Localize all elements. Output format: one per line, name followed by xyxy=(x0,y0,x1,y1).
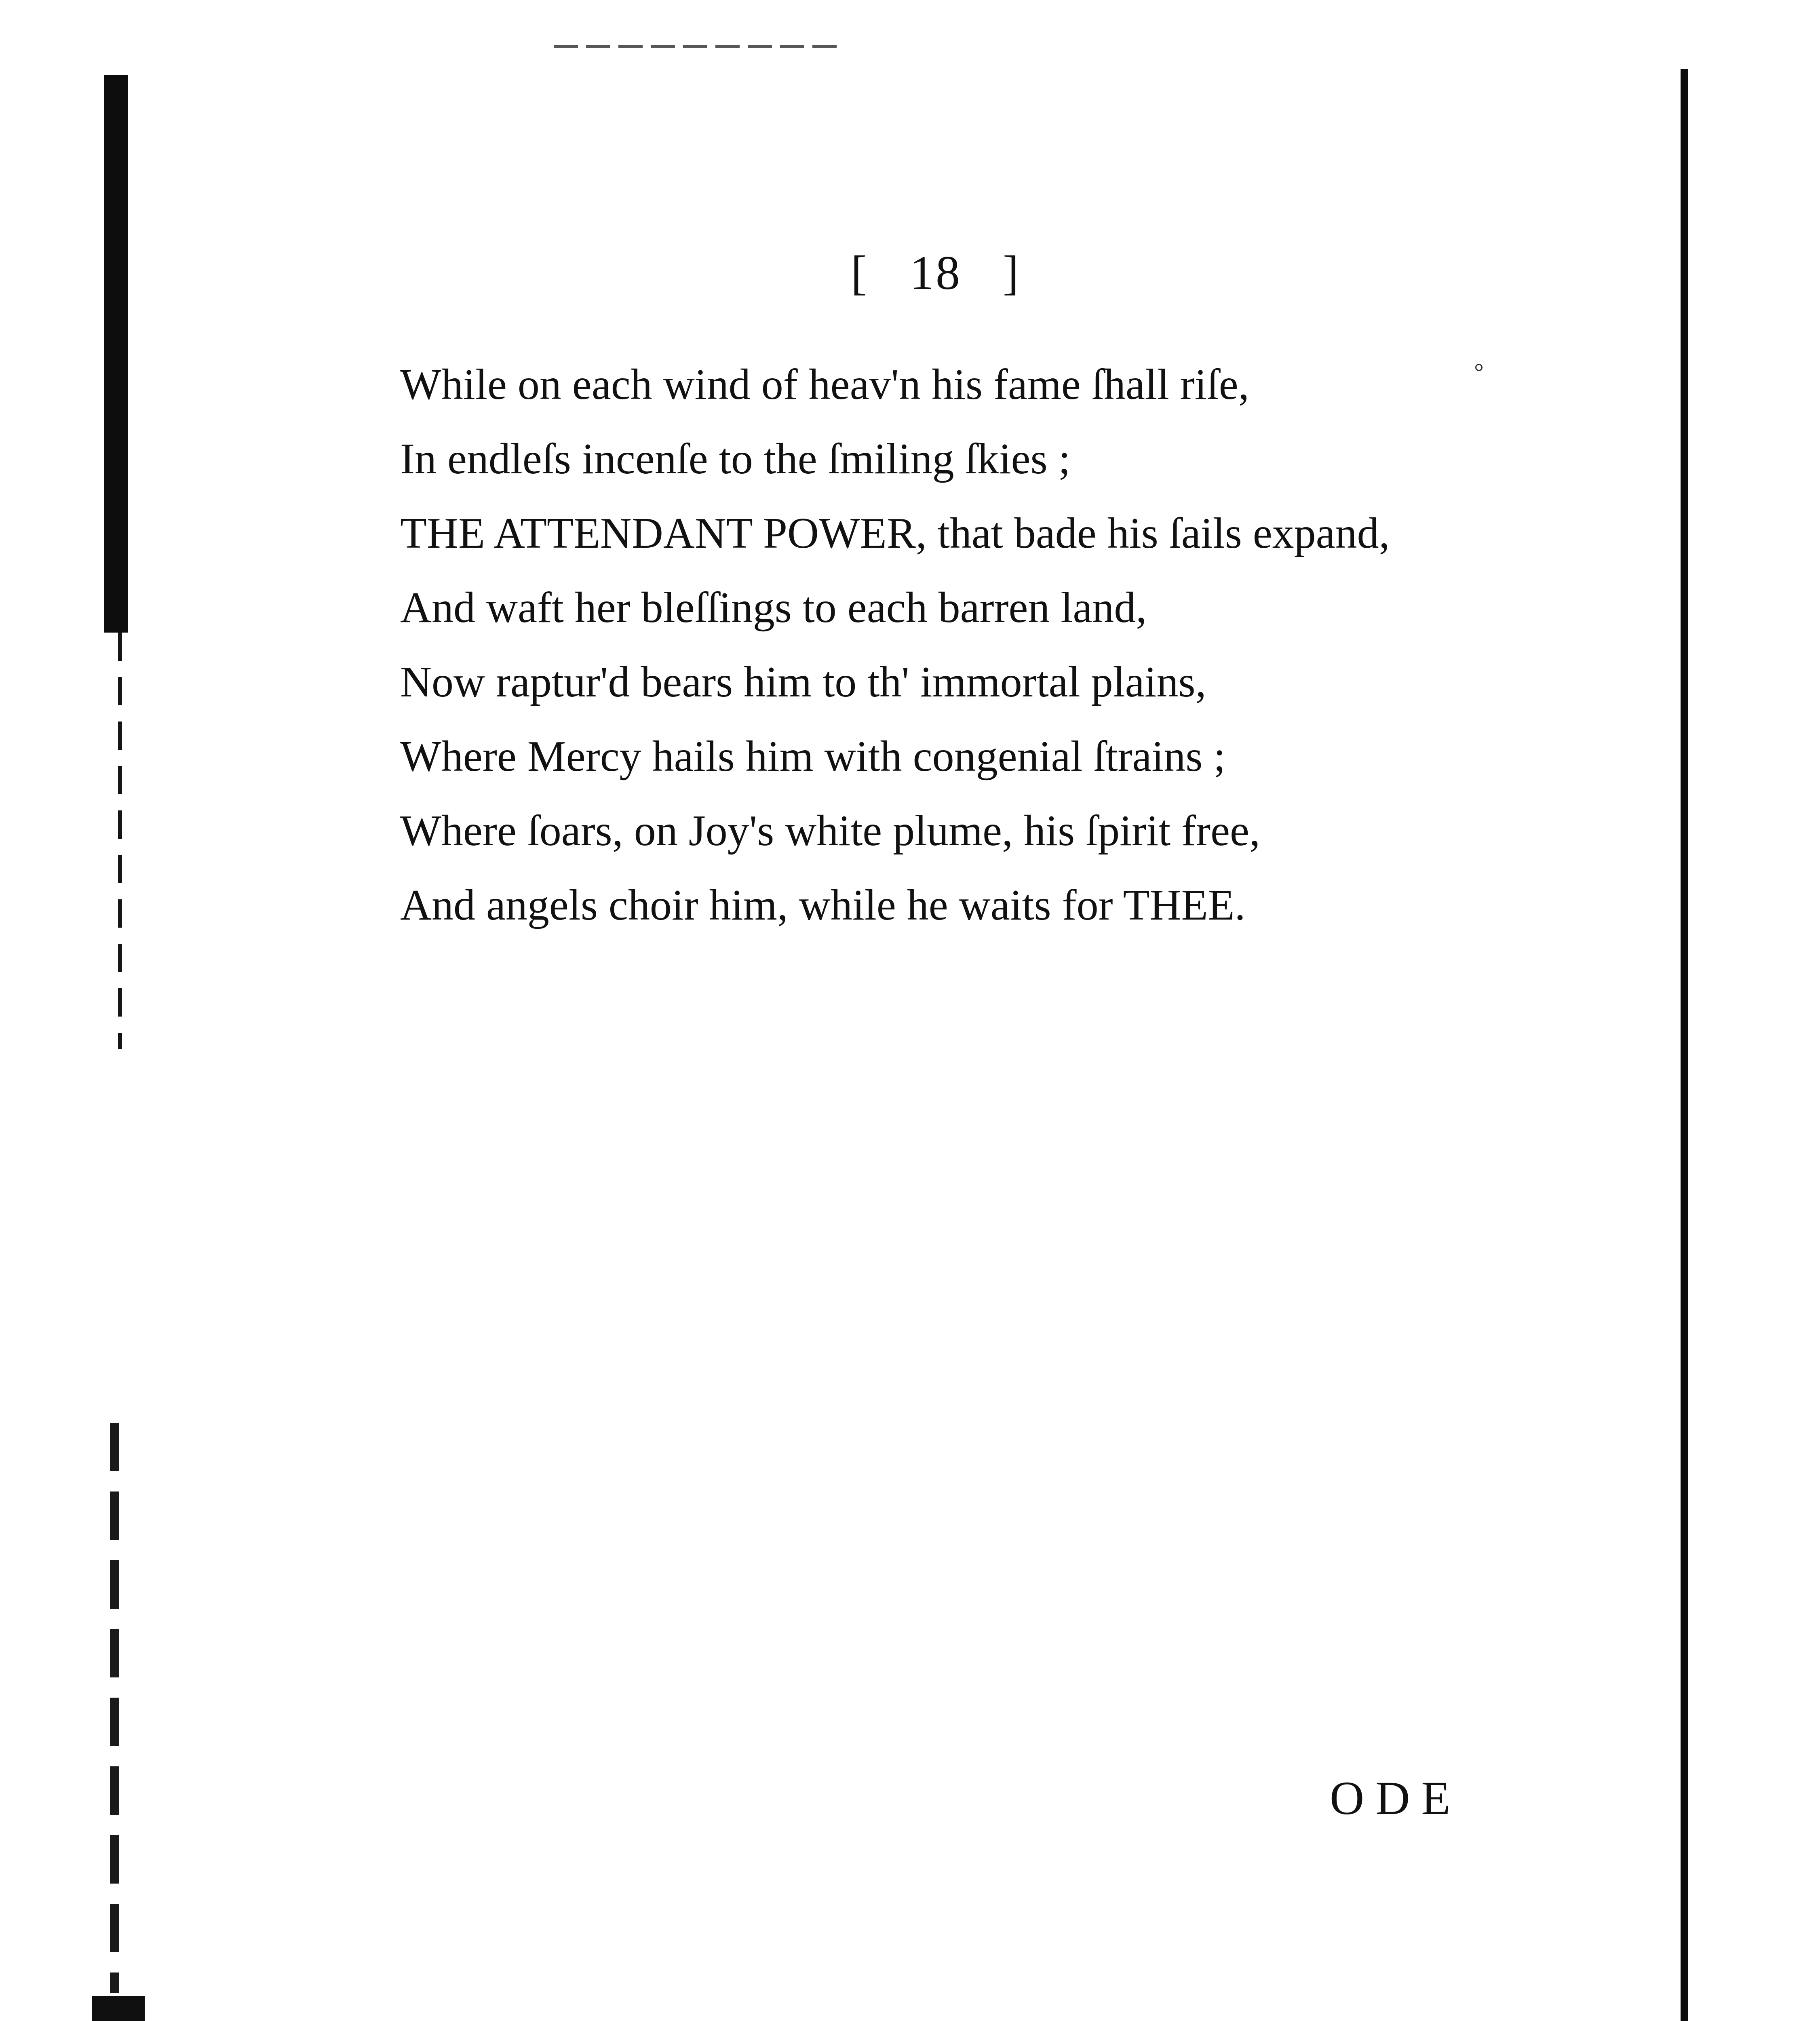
scan-speck xyxy=(1475,364,1483,371)
catchword: ODE xyxy=(1330,1772,1462,1825)
poem-line: Now raptur'd bears him to th' immortal plains, xyxy=(400,658,1206,706)
page-number: [ 18 ] xyxy=(851,246,1021,300)
scan-left-edge-corner xyxy=(92,1996,145,2021)
poem-line: And angels choir him, while he waits for THEE. xyxy=(400,881,1246,929)
poem-line: While on each wind of heav'n his fame ſhall riſe, xyxy=(400,361,1249,409)
scan-left-edge-fragment xyxy=(110,1423,119,1993)
poem-line: In endleſs incenſe to the ſmiling ſkies ; xyxy=(400,435,1071,483)
poem-line: Where Mercy hails him with congenial ſtrains ; xyxy=(400,732,1226,781)
scan-left-edge xyxy=(104,75,128,633)
poem-line: And waft her bleſſings to each barren land, xyxy=(400,584,1147,632)
scan-top-rule xyxy=(554,45,837,48)
poem-line: Where ſoars, on Joy's white plume, his ſpirit free, xyxy=(400,807,1260,855)
scan-right-edge xyxy=(1681,69,1688,2021)
poem-line: THE ATTENDANT POWER, that bade his ſails expand, xyxy=(400,509,1390,557)
scan-left-edge-fragment xyxy=(118,633,122,1049)
poem-stanza xyxy=(400,348,1390,943)
